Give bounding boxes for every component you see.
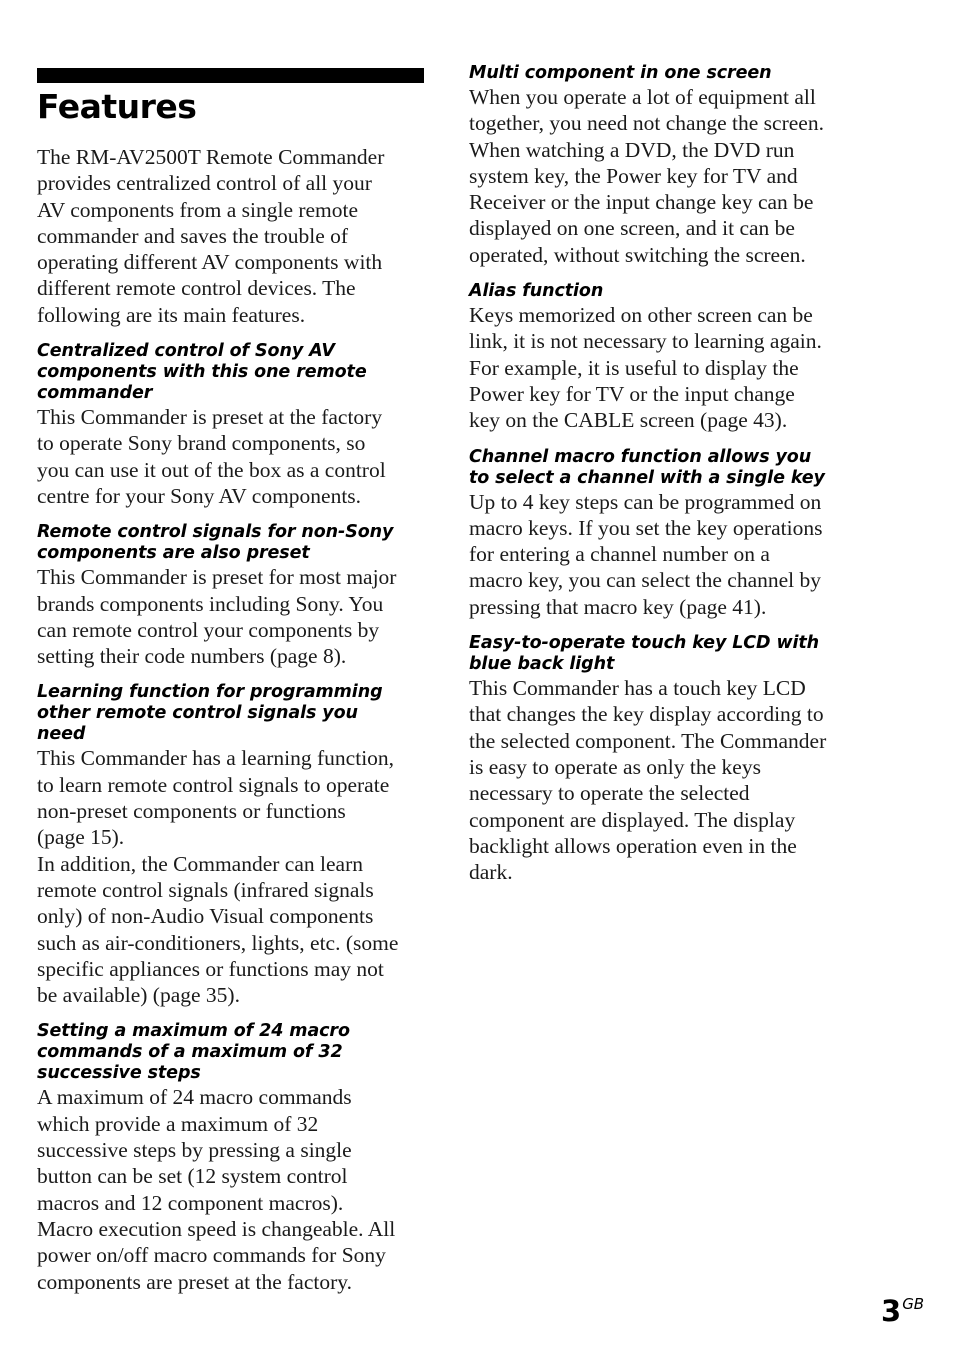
feature-heading: Setting a maximum of 24 macro commands of a maximum of 32 successive steps xyxy=(37,1021,350,1084)
feature-body: This Commander has a touch key LCD that changes the key display according to the selected component. The Commander is easy to operate as only the keys necessary to operate the selected component are displayed. The display backlight allows operation even in the dark. xyxy=(469,676,827,885)
feature-body: This Commander has a learning function, to learn remote control signals to operate non-preset components or functions (page 15). In addition, the Commander can learn remote control signals (infrared signals only) of non-Audio Visual components such as air-conditioners, lights, etc. (some specific appliances or functions may not be available) (page 35). xyxy=(37,746,399,1008)
feature-body: This Commander is preset at the factory to operate Sony brand components, so you can use it out of the box as a control centre for your Sony AV components. xyxy=(37,405,386,508)
feature-section xyxy=(37,522,432,669)
feature-section xyxy=(37,682,432,1008)
feature-section xyxy=(37,341,432,509)
feature-heading: Channel macro function allows you to select a channel with a single key xyxy=(469,446,825,488)
feature-heading: Multi component in one screen xyxy=(469,63,772,83)
feature-heading: Centralized control of Sony AV components with this one remote commander xyxy=(37,341,367,404)
right-column xyxy=(469,63,869,898)
feature-heading: Easy-to-operate touch key LCD with blue back light xyxy=(469,633,820,675)
feature-section xyxy=(469,281,869,433)
feature-section xyxy=(469,633,869,885)
title-rule xyxy=(37,68,424,83)
feature-body: Keys memorized on other screen can be link, it is not necessary to learning again. For example, it is useful to display the Power key for TV or the input change key on the CABLE screen (page 43). xyxy=(469,303,822,433)
page-title: Features xyxy=(37,87,197,126)
feature-body: A maximum of 24 macro commands which provide a maximum of 32 successive steps by pressing a single button can be set (12 system control macros and 12 component macros). Macro execution speed is changeable. All power on/off macro commands for Sony components are preset at the factory. xyxy=(37,1085,396,1294)
feature-body: Up to 4 key steps can be programmed on macro keys. If you set the key operations for entering a channel number on a macro key, you can select the channel by pressing that macro key (page 41). xyxy=(469,489,823,619)
feature-body: When you operate a lot of equipment all together, you need not change the screen. When watching a DVD, the DVD run system key, the Power key for TV and Receiver or the input change key can be displayed on one screen, and it can be operated, without switching the screen. xyxy=(469,85,824,267)
feature-section xyxy=(469,63,869,268)
feature-heading: Learning function for programming other remote control signals you need xyxy=(37,682,383,745)
feature-section xyxy=(469,447,869,620)
feature-heading: Alias function xyxy=(469,281,604,302)
feature-body: This Commander is preset for most major brands components including Sony. You can remote control your components by setting their code numbers (page 8). xyxy=(37,565,397,669)
feature-heading: Remote control signals for non-Sony components are also preset xyxy=(37,522,394,564)
page-number xyxy=(881,1287,924,1340)
page-number-suffix: GB xyxy=(902,1295,925,1313)
page-number-value: 3 xyxy=(881,1294,902,1328)
left-column xyxy=(37,144,432,1308)
intro-paragraph: The RM-AV2500T Remote Commander provides centralized control of all your AV components from a single remote commander and saves the trouble of operating different AV components with different remote control devices. The following are its main features. xyxy=(37,145,385,327)
feature-section xyxy=(37,1021,432,1294)
